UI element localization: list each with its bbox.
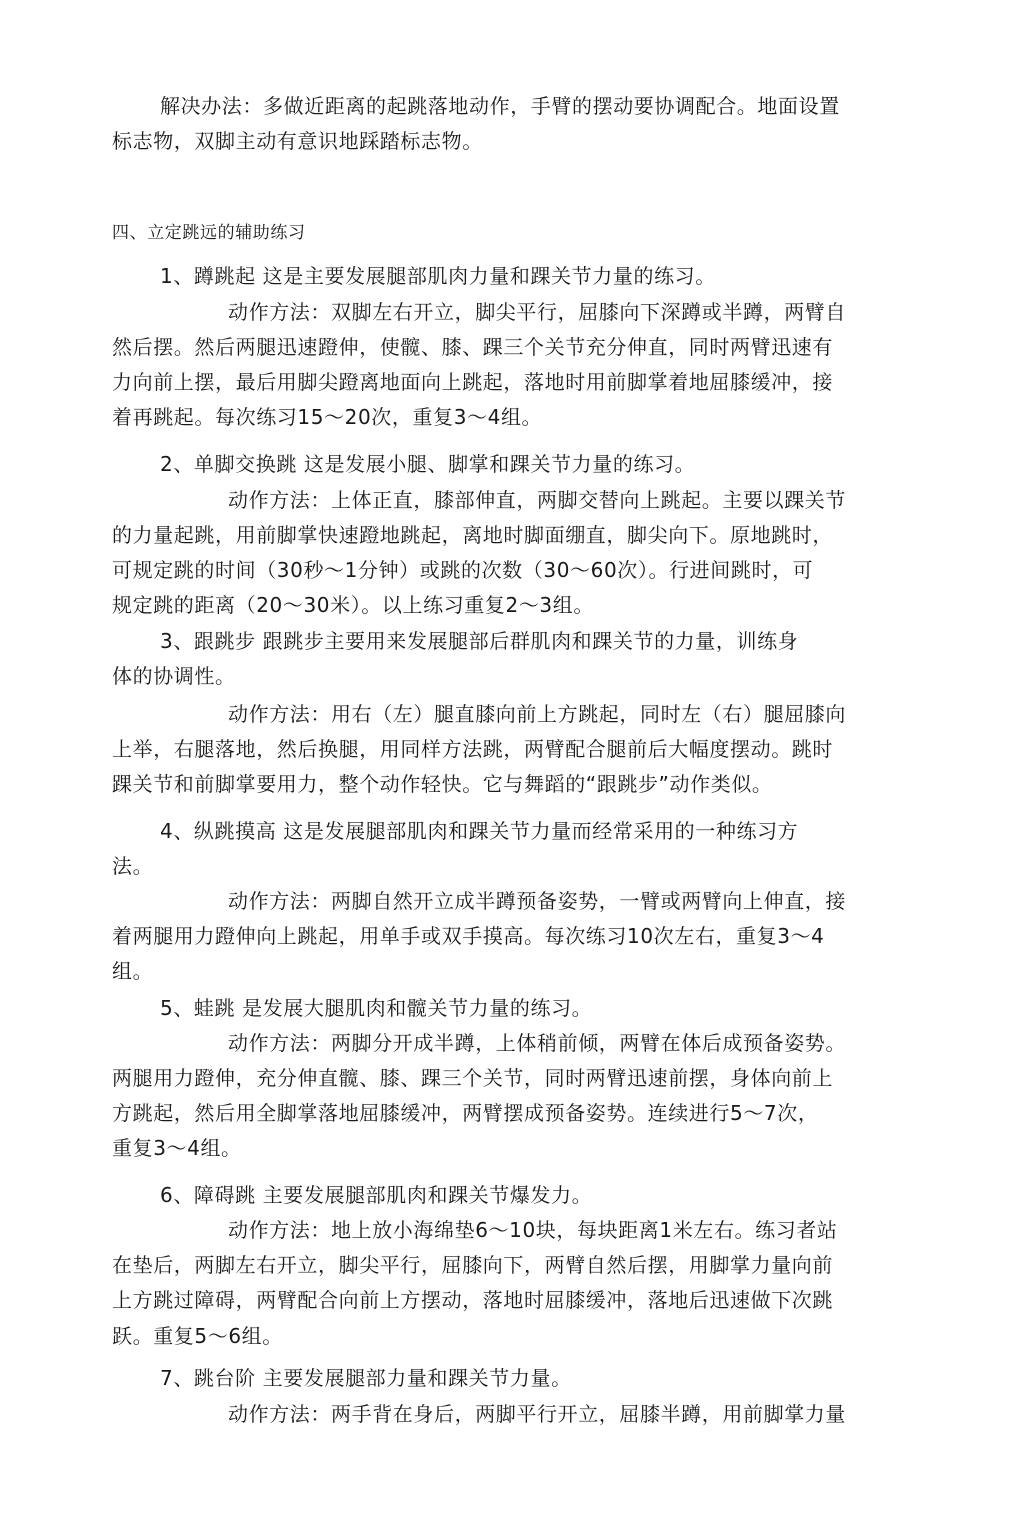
exercise-title: 5、蛙跳 是发展大腿肌肉和髋关节力量的练习。 — [160, 996, 593, 1020]
text-line: 重复3～4组。 — [112, 1136, 242, 1160]
text-line: 组。 — [112, 959, 154, 983]
text-line: 动作方法：双脚左右开立，脚尖平行，屈膝向下深蹲或半蹲，两臂自 — [228, 300, 846, 324]
text-line: 上方跳过障碍，两臂配合向前上方摆动，落地时屈膝缓冲，落地后迅速做下次跳 — [112, 1288, 833, 1312]
text-line: 的力量起跳，用前脚掌快速蹬地跳起，离地时脚面绷直，脚尖向下。原地跳时， — [112, 523, 833, 547]
exercise-title: 1、蹲跳起 这是主要发展腿部肌肉力量和踝关节力量的练习。 — [160, 264, 716, 288]
text-line: 规定跳的距离（20～30米）。以上练习重复2～3组。 — [112, 593, 594, 617]
text-line: 踝关节和前脚掌要用力，整个动作轻快。它与舞蹈的“跟跳步”动作类似。 — [112, 772, 773, 796]
text-line: 着两腿用力蹬伸向上跳起，用单手或双手摸高。每次练习10次左右，重复3～4 — [112, 924, 825, 948]
text-line: 动作方法：上体正直，膝部伸直，两脚交替向上跳起。主要以踝关节 — [228, 488, 846, 512]
exercise-title: 7、跳台阶 主要发展腿部力量和踝关节力量。 — [160, 1366, 572, 1390]
text-line: 着再跳起。每次练习15～20次，重复3～4组。 — [112, 405, 543, 429]
text-line: 力向前上摆，最后用脚尖蹬离地面向上跳起，落地时用前脚掌着地屈膝缓冲，接 — [112, 370, 833, 394]
exercise-title: 2、单脚交换跳 这是发展小腿、脚掌和踝关节力量的练习。 — [160, 452, 696, 476]
text-line: 上举，右腿落地，然后换腿，用同样方法跳，两臂配合腿前后大幅度摆动。跳时 — [112, 737, 833, 761]
text-line: 体的协调性。 — [112, 664, 236, 688]
text-line: 跃。重复5～6组。 — [112, 1324, 283, 1348]
text-line: 标志物，双脚主动有意识地踩踏标志物。 — [112, 129, 483, 153]
text-line: 法。 — [112, 854, 154, 878]
exercise-title: 3、跟跳步 跟跳步主要用来发展腿部后群肌肉和踝关节的力量，训练身 — [160, 629, 799, 653]
section-heading: 四、立定跳远的辅助练习 — [112, 223, 306, 243]
text-line: 解决办法：多做近距离的起跳落地动作，手臂的摆动要协调配合。地面设置 — [160, 94, 840, 118]
text-line: 在垫后，两脚左右开立，脚尖平行，屈膝向下，两臂自然后摆，用脚掌力量向前 — [112, 1253, 833, 1277]
text-line: 可规定跳的时间（30秒～1分钟）或跳的次数（30～60次）。行进间跳时，可 — [112, 558, 814, 582]
text-line: 动作方法：用右（左）腿直膝向前上方跳起，同时左（右）腿屈膝向 — [228, 702, 846, 726]
text-line: 动作方法：两脚自然开立成半蹲预备姿势，一臂或两臂向上伸直，接 — [228, 889, 846, 913]
text-line: 然后摆。然后两腿迅速蹬伸，使髋、膝、踝三个关节充分伸直，同时两臂迅速有 — [112, 335, 833, 359]
exercise-title: 6、障碍跳 主要发展腿部肌肉和踝关节爆发力。 — [160, 1183, 593, 1207]
exercise-title: 4、纵跳摸高 这是发展腿部肌肉和踝关节力量而经常采用的一种练习方 — [160, 819, 799, 843]
text-line: 方跳起，然后用全脚掌落地屈膝缓冲，两臂摆成预备姿势。连续进行5～7次， — [112, 1101, 819, 1125]
text-line: 两腿用力蹬伸，充分伸直髋、膝、踝三个关节，同时两臂迅速前摆，身体向前上 — [112, 1066, 833, 1090]
text-line: 动作方法：两脚分开成半蹲，上体稍前倾，两臂在体后成预备姿势。 — [228, 1031, 846, 1055]
text-line: 动作方法：地上放小海绵垫6～10块，每块距离1米左右。练习者站 — [228, 1218, 838, 1242]
text-line: 动作方法：两手背在身后，两脚平行开立，屈膝半蹲，用前脚掌力量 — [228, 1402, 846, 1426]
